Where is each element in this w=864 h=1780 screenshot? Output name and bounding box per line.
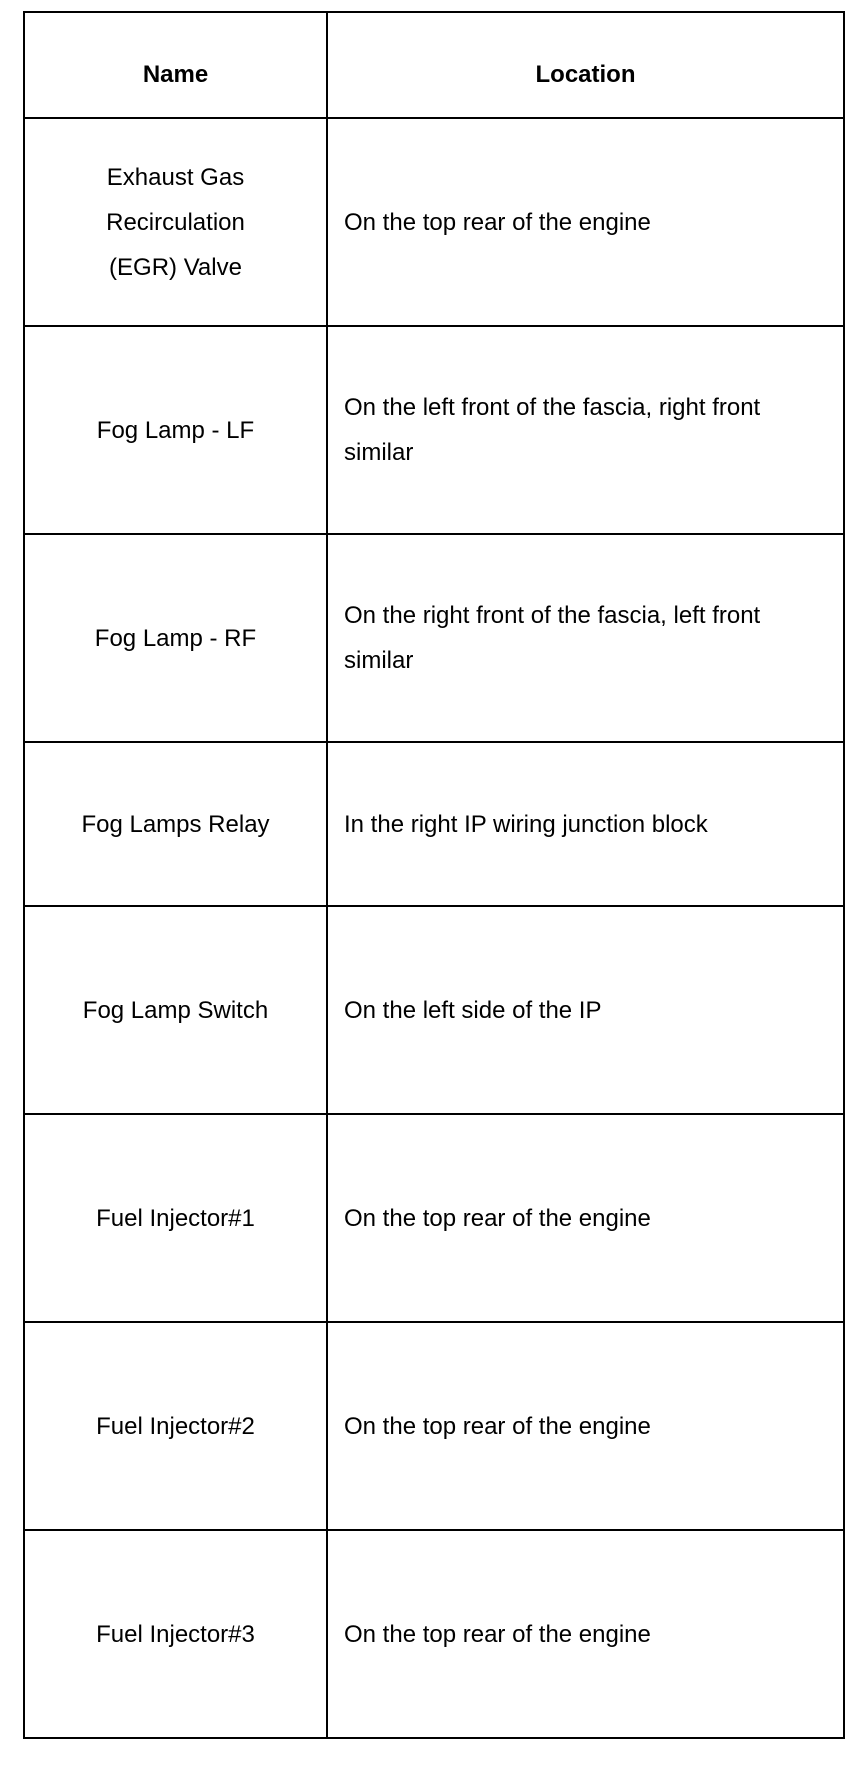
component-location: On the top rear of the engine	[344, 208, 651, 236]
component-name-cell	[24, 326, 327, 534]
header-row	[24, 12, 844, 118]
component-name-cell	[24, 1114, 327, 1322]
component-location: On the left side of the IP	[344, 996, 602, 1024]
table-row	[24, 1322, 844, 1530]
table-row	[24, 906, 844, 1114]
component-name: Fuel Injector#2	[96, 1412, 255, 1440]
component-name: Fog Lamps Relay	[81, 810, 270, 838]
component-name: Fog Lamp Switch	[82, 996, 269, 1024]
table-row	[24, 534, 844, 742]
component-location-cell	[327, 1322, 844, 1530]
component-location-table	[23, 11, 845, 1739]
header-location: Location	[327, 12, 844, 118]
table-row	[24, 742, 844, 906]
component-location: On the top rear of the engine	[344, 1412, 651, 1440]
component-location: On the top rear of the engine	[344, 1620, 651, 1648]
component-name: Fog Lamp - RF	[94, 624, 257, 652]
component-location-cell	[327, 742, 844, 906]
component-location: On the top rear of the engine	[344, 1204, 651, 1232]
component-location-cell	[327, 1114, 844, 1322]
table-row	[24, 118, 844, 326]
component-location-cell	[327, 534, 844, 742]
component-location: On the left front of the fascia, right front similar	[344, 394, 761, 466]
component-name-cell	[24, 534, 327, 742]
component-name: Fuel Injector#3	[96, 1620, 255, 1648]
component-name-cell	[24, 1530, 327, 1738]
component-location-cell	[327, 906, 844, 1114]
component-name: Exhaust Gas Recirculation (EGR) Valve	[106, 163, 245, 281]
header-name: Name	[24, 12, 327, 118]
table-row	[24, 326, 844, 534]
table-row	[24, 1114, 844, 1322]
table-row	[24, 1530, 844, 1738]
component-location-cell	[327, 326, 844, 534]
component-name-cell	[24, 906, 327, 1114]
component-location: In the right IP wiring junction block	[344, 810, 708, 838]
component-location-cell	[327, 1530, 844, 1738]
component-name-cell	[24, 118, 327, 326]
component-name: Fog Lamp - LF	[96, 416, 255, 444]
component-location: On the right front of the fascia, left front similar	[344, 602, 761, 674]
component-name-cell	[24, 1322, 327, 1530]
component-location-cell	[327, 118, 844, 326]
component-name: Fuel Injector#1	[96, 1204, 255, 1232]
component-name-cell	[24, 742, 327, 906]
